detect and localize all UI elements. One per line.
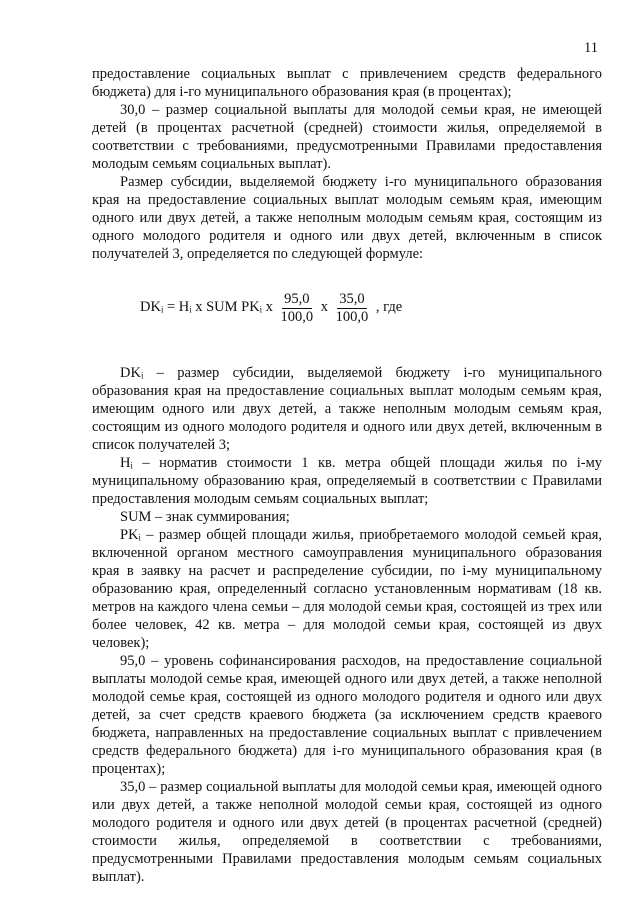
formula-tail: , где <box>372 298 403 315</box>
definition-95: 95,0 – уровень софинансирования расходов, на предоставление социальной выплаты молодой семье края, имеющей одного или двух детей, а также неполной молодой семье края, состоящей из одного молодого родителя и одного или двух детей, за счет средств краевого бюджета (за исключением средств краевого бюджета, направленных на предоставление социальных выплат с привлечением средств федерального бюджета) для i-го муниципального образования края (в процентах); <box>92 653 602 777</box>
page-number: 11 <box>584 40 598 56</box>
definition-h: Hᵢ – норматив стоимости 1 кв. метра общей площади жилья по i-му муниципальному образованию края, определяемый в соответствии с Правилами предоставления молодым семьям социальных выплат; <box>92 455 602 507</box>
formula-fraction-95 <box>279 291 316 326</box>
definition-35: 35,0 – размер социальной выплаты для молодой семьи края, имеющей одного или двух детей, а также неполной молодой семьи края, состоящей из одного молодого родителя и одного или двух детей (в процентах расчетной (средней) стоимости жилья, определяемой в соответствии с требованиями, предусмотренными Правилами предоставления молодым семьям социальных выплат). <box>92 779 602 885</box>
fraction-denominator: 100,0 <box>280 309 314 325</box>
definition-dk: DKᵢ – размер субсидии, выделяемой бюджету i-го муниципального образования края на предоставление социальных выплат молодым семьям края, имеющим одного или двух детей, а также неполным молодым семьям края, состоящим из одного молодого родителя и одного или двух детей, включенным в список получателей 3; <box>92 365 602 453</box>
definition-sum: SUM – знак суммирования; <box>120 509 290 525</box>
fraction-denominator: 100,0 <box>335 309 369 325</box>
document-body <box>92 65 602 886</box>
paragraph-continuation: предоставление социальных выплат с привлечением средств федерального бюджета) для i-го муниципального образования края (в процентах); <box>92 66 602 100</box>
fraction-numerator: 95,0 <box>284 291 310 307</box>
subsidy-formula <box>92 289 602 324</box>
fraction-numerator: 35,0 <box>339 291 365 307</box>
definition-pk: PKᵢ – размер общей площади жилья, приобретаемого молодой семьей края, включенной органом местного самоуправления муниципального образования края в заявку на расчет и распределение субсидии, по i-му муниципальному образованию края, определенный согласно установленным нормативам (18 кв. метров на каждого члена семьи – для молодой семьи края, состоящей из трех или более человек, 42 кв. метра – для молодой семьи края, состоящей из двух человек); <box>92 527 602 651</box>
formula-lhs: DKᵢ = Hᵢ x SUM PKᵢ x <box>140 298 277 315</box>
formula-fraction-35 <box>334 291 371 326</box>
formula-multiply: x <box>317 298 332 315</box>
paragraph-subsidy-intro: Размер субсидии, выделяемой бюджету i-го муниципального образования края на предоставление социальных выплат молодым семьям края, имеющим одного или двух детей, а также неполным молодым семьям края, состоящим из одного молодого родителя и одного или двух детей, включенным в список получателей 3, определяется по следующей формуле: <box>92 174 602 262</box>
paragraph-childless-payment: 30,0 – размер социальной выплаты для молодой семьи края, не имеющей детей (в процентах расчетной (средней) стоимости жилья, определяемой в соответствии с требованиями, предусмотренными Правилами предоставления молодым семьям социальных выплат). <box>92 102 602 172</box>
